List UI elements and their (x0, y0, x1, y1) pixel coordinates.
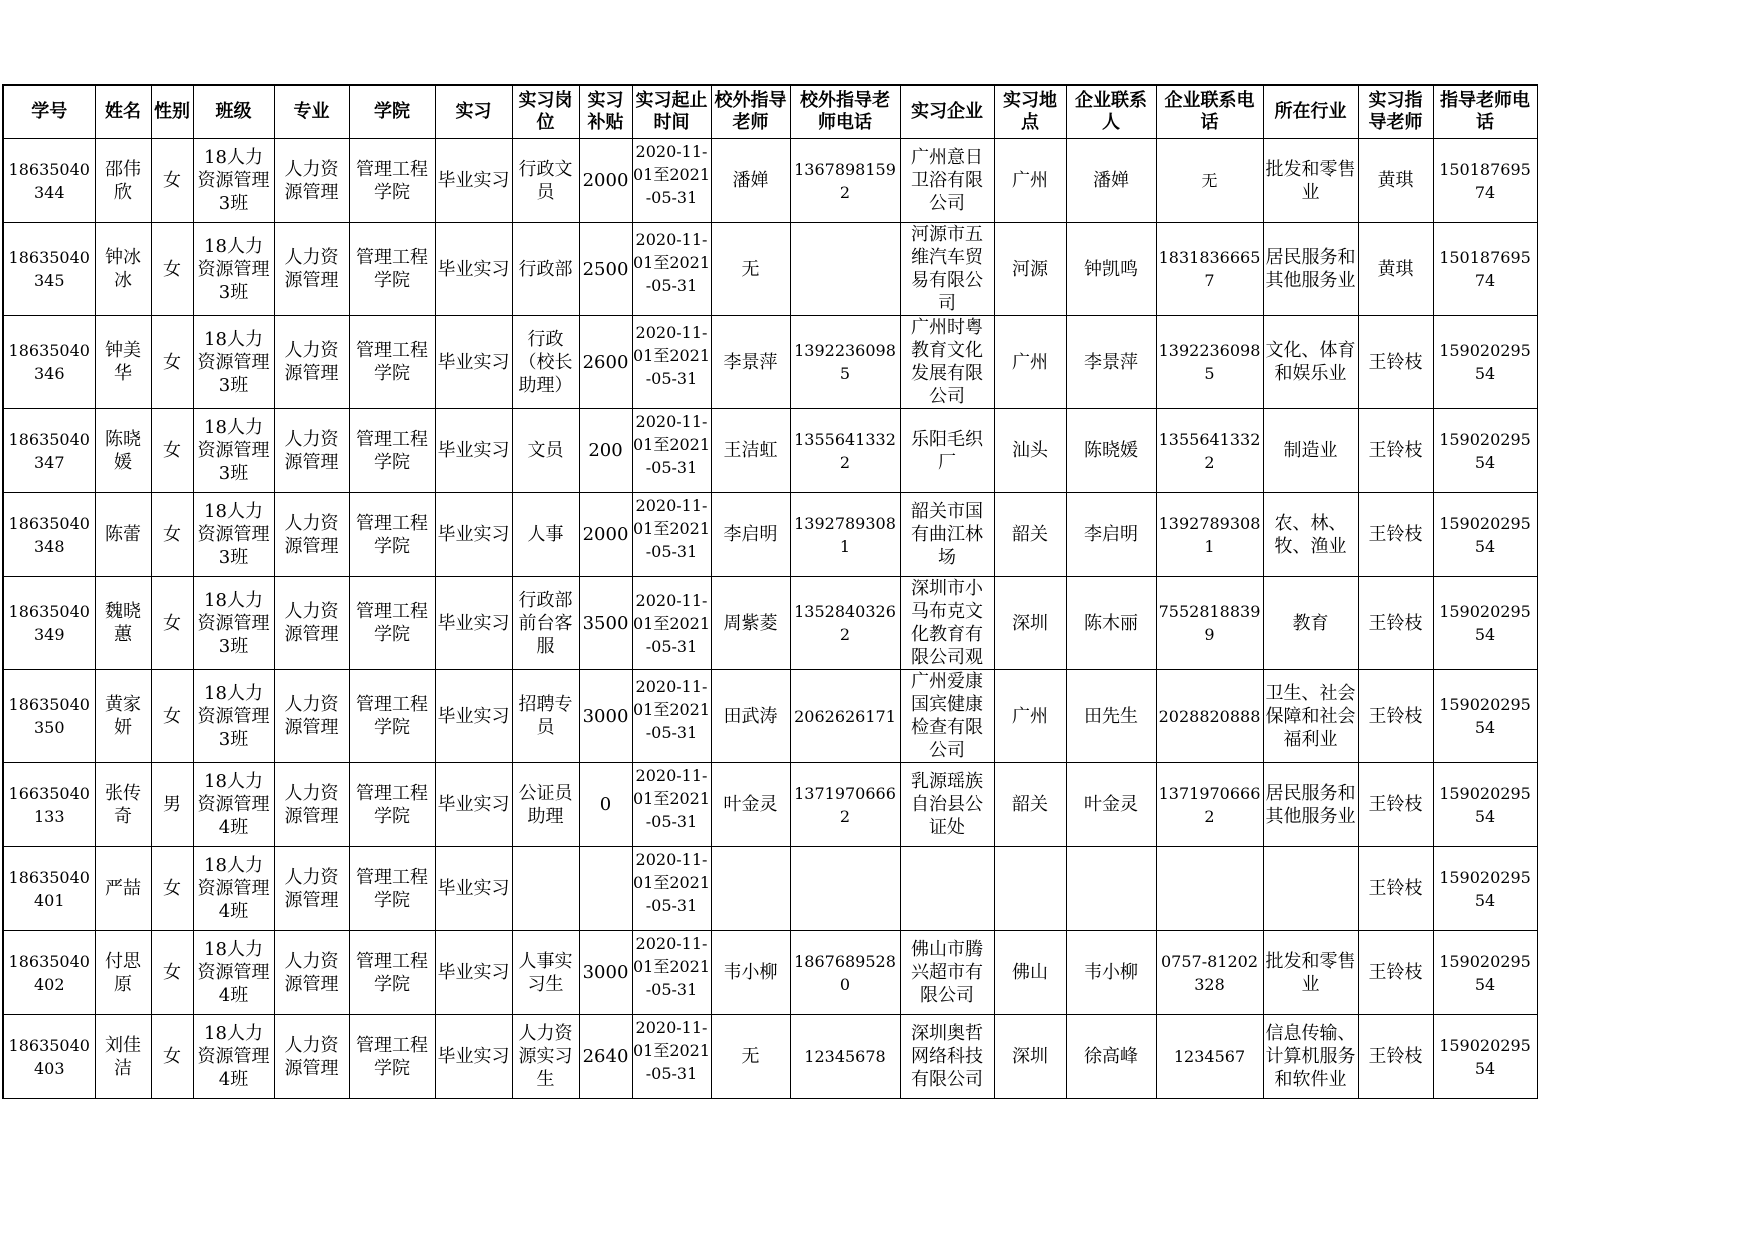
table-cell (790, 223, 900, 316)
table-cell: 深圳 (994, 1015, 1066, 1099)
table-row (3, 493, 1537, 577)
table-cell: 批发和零售业 (1263, 139, 1358, 223)
table-cell: 招聘专员 (512, 670, 579, 763)
company-name: 广州时粤教育文化发展有限公司 (911, 317, 983, 407)
date-range-text: 2020-11-01至2021-05-31 (632, 141, 711, 207)
table-cell: 0 (579, 763, 632, 847)
table-cell (900, 223, 994, 316)
table-cell (632, 763, 711, 847)
table-cell: 韦小柳 (1066, 931, 1156, 1015)
table-cell: 男 (151, 763, 193, 847)
column-header: 性别 (151, 85, 193, 139)
table-cell: 制造业 (1263, 409, 1358, 493)
table-cell: 黄琪 (1358, 139, 1433, 223)
table-cell: 农、林、牧、渔业 (1263, 493, 1358, 577)
date-range-text: 2020-11-01至2021-05-31 (632, 495, 711, 561)
table-cell (900, 139, 994, 223)
table-cell: 公证员助理 (512, 763, 579, 847)
table-cell: 18635040348 (3, 493, 95, 577)
date-range-text: 2020-11-01至2021-05-31 (632, 230, 711, 295)
table-cell (900, 493, 994, 577)
column-header: 实习企业 (900, 85, 994, 139)
table-cell: 王铃枝 (1358, 763, 1433, 847)
table-cell: 居民服务和其他服务业 (1263, 763, 1358, 847)
table-cell: 18635040401 (3, 847, 95, 931)
table-cell: 13922360985 (1156, 316, 1263, 409)
column-header: 学院 (349, 85, 435, 139)
table-cell: 管理工程学院 (349, 409, 435, 493)
company-name: 广州爱康国宾健康检查有限公司 (911, 671, 983, 761)
table-cell: 女 (151, 931, 193, 1015)
table-cell: 陈蕾 (95, 493, 151, 577)
table-cell: 李景萍 (711, 316, 790, 409)
table-cell: 75528188399 (1156, 577, 1263, 670)
table-cell: 无 (1156, 139, 1263, 223)
table-cell: 2500 (579, 223, 632, 316)
table-cell (632, 139, 711, 223)
column-header: 企业联系电话 (1156, 85, 1263, 139)
table-cell: 女 (151, 139, 193, 223)
table-cell: 13719706662 (1156, 763, 1263, 847)
table-cell: 徐高峰 (1066, 1015, 1156, 1099)
table-cell: 管理工程学院 (349, 223, 435, 316)
table-cell: 13556413322 (1156, 409, 1263, 493)
table-cell: 毕业实习 (435, 847, 512, 931)
table-cell (632, 409, 711, 493)
table-cell: 人力资源管理 (274, 493, 349, 577)
column-header: 姓名 (95, 85, 151, 139)
table-cell: 教育 (1263, 577, 1358, 670)
table-cell: 人力资源管理 (274, 670, 349, 763)
table-cell: 18635040347 (3, 409, 95, 493)
table-cell: 18635040349 (3, 577, 95, 670)
table-cell: 韶关 (994, 493, 1066, 577)
table-cell: 管理工程学院 (349, 577, 435, 670)
date-range-text: 2020-11-01至2021-05-31 (632, 849, 711, 915)
column-header: 班级 (193, 85, 274, 139)
table-cell: 潘婵 (1066, 139, 1156, 223)
table-cell: 15018769574 (1433, 139, 1537, 223)
table-row (3, 577, 1537, 670)
column-header: 实习地点 (994, 85, 1066, 139)
table-cell: 王铃枝 (1358, 1015, 1433, 1099)
table-cell: 15902029554 (1433, 763, 1537, 847)
table-cell: 2028820888 (1156, 670, 1263, 763)
table-cell: 刘佳洁 (95, 1015, 151, 1099)
table-cell: 钟冰冰 (95, 223, 151, 316)
table-cell: 汕头 (994, 409, 1066, 493)
table-cell (1263, 847, 1358, 931)
table-cell: 毕业实习 (435, 763, 512, 847)
table-cell: 2062626171 (790, 670, 900, 763)
table-cell: 18635040402 (3, 931, 95, 1015)
company-name: 深圳市小马布克文化教育有限公司观 (911, 578, 983, 668)
table-cell: 付思原 (95, 931, 151, 1015)
table-cell (632, 1015, 711, 1099)
table-cell: 1234567 (1156, 1015, 1263, 1099)
table-cell: 18人力资源管理3班 (193, 493, 274, 577)
table-cell (632, 847, 711, 931)
table-row (3, 223, 1537, 316)
table-cell: 13556413322 (790, 409, 900, 493)
table-cell (1066, 847, 1156, 931)
header-row (3, 85, 1537, 139)
table-cell: 18人力资源管理4班 (193, 931, 274, 1015)
date-range-text: 2020-11-01至2021-05-31 (632, 1017, 711, 1083)
table-cell: 18人力资源管理4班 (193, 847, 274, 931)
table-cell (632, 316, 711, 409)
table-cell: 女 (151, 493, 193, 577)
table-cell: 管理工程学院 (349, 139, 435, 223)
table-cell: 魏晓蕙 (95, 577, 151, 670)
table-cell: 女 (151, 577, 193, 670)
column-header: 实习补贴 (579, 85, 632, 139)
table-cell (790, 847, 900, 931)
table-cell: 邵伟欣 (95, 139, 151, 223)
table-cell: 15902029554 (1433, 670, 1537, 763)
table-cell: 行政部前台客服 (512, 577, 579, 670)
table-cell: 毕业实习 (435, 670, 512, 763)
table-cell: 无 (711, 223, 790, 316)
table-cell (900, 1015, 994, 1099)
column-header: 企业联系人 (1066, 85, 1156, 139)
table-cell: 18人力资源管理3班 (193, 139, 274, 223)
table-cell: 女 (151, 316, 193, 409)
table-cell: 管理工程学院 (349, 493, 435, 577)
table-cell: 批发和零售业 (1263, 931, 1358, 1015)
table-cell: 行政（校长助理） (512, 316, 579, 409)
table-cell: 女 (151, 1015, 193, 1099)
table-row (3, 139, 1537, 223)
table-cell: 15902029554 (1433, 931, 1537, 1015)
table-cell: 佛山 (994, 931, 1066, 1015)
table-cell (900, 409, 994, 493)
table-cell: 陈木丽 (1066, 577, 1156, 670)
table-cell (1156, 847, 1263, 931)
table-cell: 广州 (994, 316, 1066, 409)
table-cell: 文员 (512, 409, 579, 493)
date-range-text: 2020-11-01至2021-05-31 (632, 411, 711, 477)
table-cell: 人力资源管理 (274, 763, 349, 847)
table-cell: 18人力资源管理3班 (193, 670, 274, 763)
table-cell: 13719706662 (790, 763, 900, 847)
table-cell: 12345678 (790, 1015, 900, 1099)
table-cell (900, 763, 994, 847)
table-cell: 13528403262 (790, 577, 900, 670)
table-cell: 王铃枝 (1358, 670, 1433, 763)
table-cell: 田先生 (1066, 670, 1156, 763)
table-cell (900, 931, 994, 1015)
date-range-text: 2020-11-01至2021-05-31 (632, 765, 711, 831)
table-cell: 13678981592 (790, 139, 900, 223)
company-name: 乳源瑶族自治县公证处 (911, 771, 983, 838)
table-cell (900, 316, 994, 409)
column-header: 实习岗位 (512, 85, 579, 139)
table-cell: 2600 (579, 316, 632, 409)
table-cell: 15018769574 (1433, 223, 1537, 316)
table-cell: 陈晓媛 (95, 409, 151, 493)
company-name: 韶关市国有曲江林场 (911, 501, 983, 568)
table-body (3, 139, 1537, 1099)
table-row (3, 931, 1537, 1015)
table-cell: 人力资源管理 (274, 931, 349, 1015)
table-cell: 人事 (512, 493, 579, 577)
table-cell: 严喆 (95, 847, 151, 931)
table-cell: 无 (711, 1015, 790, 1099)
table-cell: 行政部 (512, 223, 579, 316)
table-cell: 王铃枝 (1358, 577, 1433, 670)
table-cell: 韶关 (994, 763, 1066, 847)
table-cell: 18635040350 (3, 670, 95, 763)
table-cell (994, 847, 1066, 931)
table-cell (900, 577, 994, 670)
table-cell (632, 577, 711, 670)
company-name: 佛山市腾兴超市有限公司 (911, 939, 983, 1006)
table-cell: 3000 (579, 931, 632, 1015)
table-cell: 王铃枝 (1358, 847, 1433, 931)
column-header: 所在行业 (1263, 85, 1358, 139)
table-row (3, 316, 1537, 409)
table-cell: 女 (151, 223, 193, 316)
table-cell: 王洁虹 (711, 409, 790, 493)
table-cell: 行政文员 (512, 139, 579, 223)
table-cell: 18635040346 (3, 316, 95, 409)
table-cell: 钟美华 (95, 316, 151, 409)
table-cell: 人力资源管理 (274, 1015, 349, 1099)
table-cell: 王铃枝 (1358, 409, 1433, 493)
table-cell: 18人力资源管理4班 (193, 763, 274, 847)
table-cell: 李启明 (711, 493, 790, 577)
table-cell: 3000 (579, 670, 632, 763)
table-cell: 毕业实习 (435, 139, 512, 223)
table-cell: 3500 (579, 577, 632, 670)
table-cell: 管理工程学院 (349, 931, 435, 1015)
table-cell: 王铃枝 (1358, 931, 1433, 1015)
company-name: 河源市五维汽车贸易有限公司 (911, 224, 983, 314)
table-cell: 女 (151, 409, 193, 493)
table-cell: 钟凯鸣 (1066, 223, 1156, 316)
company-name: 深圳奥哲网络科技有限公司 (911, 1023, 983, 1090)
column-header: 指导老师电话 (1433, 85, 1537, 139)
table-cell: 15902029554 (1433, 577, 1537, 670)
table-cell: 毕业实习 (435, 223, 512, 316)
column-header: 实习 (435, 85, 512, 139)
table-cell: 16635040133 (3, 763, 95, 847)
table-cell: 18人力资源管理3班 (193, 409, 274, 493)
table-cell: 广州 (994, 139, 1066, 223)
internship-table (2, 84, 1538, 1099)
date-range-text: 2020-11-01至2021-05-31 (632, 677, 711, 742)
table-cell: 管理工程学院 (349, 1015, 435, 1099)
table-cell: 深圳 (994, 577, 1066, 670)
table-cell: 15902029554 (1433, 316, 1537, 409)
table-cell: 管理工程学院 (349, 763, 435, 847)
table-cell: 人事实习生 (512, 931, 579, 1015)
table-cell: 18635040344 (3, 139, 95, 223)
table-cell: 18635040403 (3, 1015, 95, 1099)
table-cell (900, 670, 994, 763)
table-cell: 毕业实习 (435, 493, 512, 577)
table-cell: 韦小柳 (711, 931, 790, 1015)
table-cell: 13922360985 (790, 316, 900, 409)
table-row (3, 1015, 1537, 1099)
table-cell (512, 847, 579, 931)
table-cell: 女 (151, 847, 193, 931)
table-cell: 毕业实习 (435, 577, 512, 670)
table-cell (632, 670, 711, 763)
table-cell: 管理工程学院 (349, 316, 435, 409)
table-cell: 黄家妍 (95, 670, 151, 763)
column-header: 校外指导老师电话 (790, 85, 900, 139)
table-cell: 人力资源管理 (274, 409, 349, 493)
table-cell: 人力资源管理 (274, 316, 349, 409)
table-cell (579, 847, 632, 931)
table-cell: 河源 (994, 223, 1066, 316)
table-cell: 人力资源管理 (274, 847, 349, 931)
table-cell: 18318366657 (1156, 223, 1263, 316)
table-cell: 王铃枝 (1358, 493, 1433, 577)
table-cell: 居民服务和其他服务业 (1263, 223, 1358, 316)
table-cell (711, 847, 790, 931)
table-cell: 2640 (579, 1015, 632, 1099)
company-name: 广州意日卫浴有限公司 (911, 147, 983, 214)
table-cell (900, 847, 994, 931)
table-cell: 女 (151, 670, 193, 763)
date-range-text: 2020-11-01至2021-05-31 (632, 933, 711, 999)
table-cell: 王铃枝 (1358, 316, 1433, 409)
table-cell: 13927893081 (790, 493, 900, 577)
table-row (3, 409, 1537, 493)
table-cell: 管理工程学院 (349, 670, 435, 763)
table-cell: 周紫菱 (711, 577, 790, 670)
column-header: 实习起止时间 (632, 85, 711, 139)
column-header: 专业 (274, 85, 349, 139)
table-cell: 2000 (579, 139, 632, 223)
table-cell: 李景萍 (1066, 316, 1156, 409)
table-cell: 张传奇 (95, 763, 151, 847)
table-cell: 15902029554 (1433, 1015, 1537, 1099)
table-cell: 18人力资源管理3班 (193, 577, 274, 670)
company-name: 乐阳毛织厂 (911, 428, 983, 473)
table-cell: 广州 (994, 670, 1066, 763)
table-cell: 毕业实习 (435, 316, 512, 409)
table-row (3, 847, 1537, 931)
table-cell: 人力资源管理 (274, 577, 349, 670)
table-cell: 13927893081 (1156, 493, 1263, 577)
table-row (3, 670, 1537, 763)
table-cell: 毕业实习 (435, 1015, 512, 1099)
table-cell: 18人力资源管理3班 (193, 316, 274, 409)
table-cell: 潘婵 (711, 139, 790, 223)
table-cell: 0757-81202328 (1156, 931, 1263, 1015)
table-cell: 叶金灵 (711, 763, 790, 847)
table-cell: 15902029554 (1433, 409, 1537, 493)
date-range-text: 2020-11-01至2021-05-31 (632, 323, 711, 388)
table-cell: 田武涛 (711, 670, 790, 763)
table-cell: 李启明 (1066, 493, 1156, 577)
column-header: 实习指导老师 (1358, 85, 1433, 139)
table-cell: 人力资源实习生 (512, 1015, 579, 1099)
table-cell: 陈晓媛 (1066, 409, 1156, 493)
column-header: 学号 (3, 85, 95, 139)
date-range-text: 2020-11-01至2021-05-31 (632, 590, 711, 656)
table-cell: 信息传输、计算机服务和软件业 (1263, 1015, 1358, 1099)
table-cell: 200 (579, 409, 632, 493)
table-cell: 15902029554 (1433, 847, 1537, 931)
table-cell: 人力资源管理 (274, 223, 349, 316)
table-cell: 2000 (579, 493, 632, 577)
table-cell: 管理工程学院 (349, 847, 435, 931)
table-cell: 黄琪 (1358, 223, 1433, 316)
table-cell: 毕业实习 (435, 931, 512, 1015)
column-header: 校外指导老师 (711, 85, 790, 139)
table-cell: 卫生、社会保障和社会福利业 (1263, 670, 1358, 763)
table-cell (632, 931, 711, 1015)
table-cell: 叶金灵 (1066, 763, 1156, 847)
table-cell: 人力资源管理 (274, 139, 349, 223)
table-cell: 18635040345 (3, 223, 95, 316)
table-cell: 文化、体育和娱乐业 (1263, 316, 1358, 409)
table-cell: 毕业实习 (435, 409, 512, 493)
table-cell: 15902029554 (1433, 493, 1537, 577)
table-cell: 18人力资源管理4班 (193, 1015, 274, 1099)
table-cell (632, 493, 711, 577)
table-cell: 18人力资源管理3班 (193, 223, 274, 316)
table-cell (632, 223, 711, 316)
table-cell: 18676895280 (790, 931, 900, 1015)
table-row (3, 763, 1537, 847)
